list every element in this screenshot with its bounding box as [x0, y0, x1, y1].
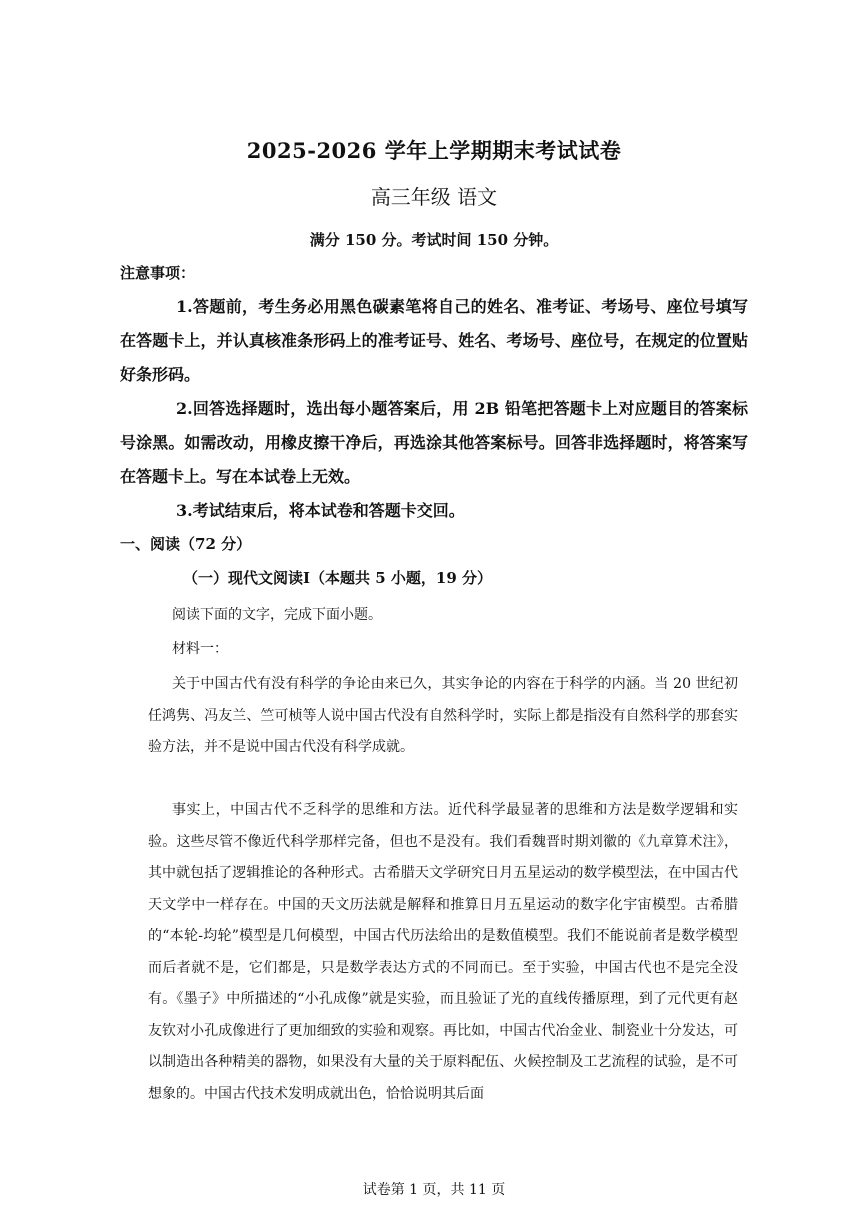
notice-item: 1.答题前，考生务必用黑色碳素笔将自己的姓名、准考证、考场号、座位号填写在答题卡上，并认真核准条形码上的准考证号、姓名、考场号、座位号，在规定的位置贴好条形码。 [120, 297, 748, 384]
notice-heading: 注意事项： [120, 264, 196, 282]
body-paragraph: 事实上，中国古代不乏科学的思维和方法。近代科学最显著的思维和方法是数学逻辑和实验。这些尽管不像近代科学那样完备，但也不是没有。我们看魏晋时期刘徽的《九章算术注》，其中就包括了逻辑推论的各种形式。古希腊天文学研究日月五星运动的数学模型法，在中国古代天文学中一样存在。中国的天文历法就是解释和推算日月五星运动的数字化宇宙模型。古希腊的“本轮-均轮”模型是几何模型，中国古代历法给出的是数值模型。我们不能说前者是数学模型而后者就不是，它们都是，只是数学表达方式的不同而已。至于实验，中国古代也不是完全没有。《墨子》中所描述的“小孔成像”就是实验，而且验证了光的直线传播原理，到了元代更有赵友钦对小孔成像进行了更加细致的实验和观察。再比如，中国古代冶金业、制瓷业十分发达，可以制造出各种精美的器物，如果没有大量的关于原料配伍、火候控制及工艺流程的试验，是不可想象的。中国古代技术发明成就出色，恰恰说明其后面 [148, 802, 738, 1102]
reading-instruction: 阅读下面的文字，完成下面小题。 [172, 607, 382, 623]
page-footer: 试卷第 1 页，共 11 页 [362, 1182, 506, 1198]
subsection-heading: （一）现代文阅读Ⅰ（本题共 5 小题，19 分） [183, 569, 492, 587]
section-heading: 一、阅读（72 分） [120, 535, 252, 553]
exam-title: 2025-2026 学年上学期期末考试试卷 [246, 138, 622, 163]
body-paragraph: 关于中国古代有没有科学的争论由来已久，其实争论的内容在于科学的内涵。当 20 世纪初任鸿隽、冯友兰、竺可桢等人说中国古代没有自然科学时，实际上都是指没有自然科学的那套实验方法，并不是说中国古代没有科学成就。 [148, 676, 738, 755]
material-label: 材料一： [172, 641, 228, 657]
notice-item: 3.考试结束后，将本试卷和答题卡交回。 [176, 501, 465, 520]
score-time-line: 满分 150 分。考试时间 150 分钟。 [309, 231, 559, 249]
exam-subtitle: 高三年级 语文 [370, 185, 498, 209]
notice-item: 2.回答选择题时，选出每小题答案后，用 2B 铅笔把答题卡上对应题目的答案标号涂黑。如需改动，用橡皮擦干净后，再选涂其他答案标号。回答非选择题时，将答案写在答题卡上。写在本试卷上无效。 [120, 399, 748, 486]
